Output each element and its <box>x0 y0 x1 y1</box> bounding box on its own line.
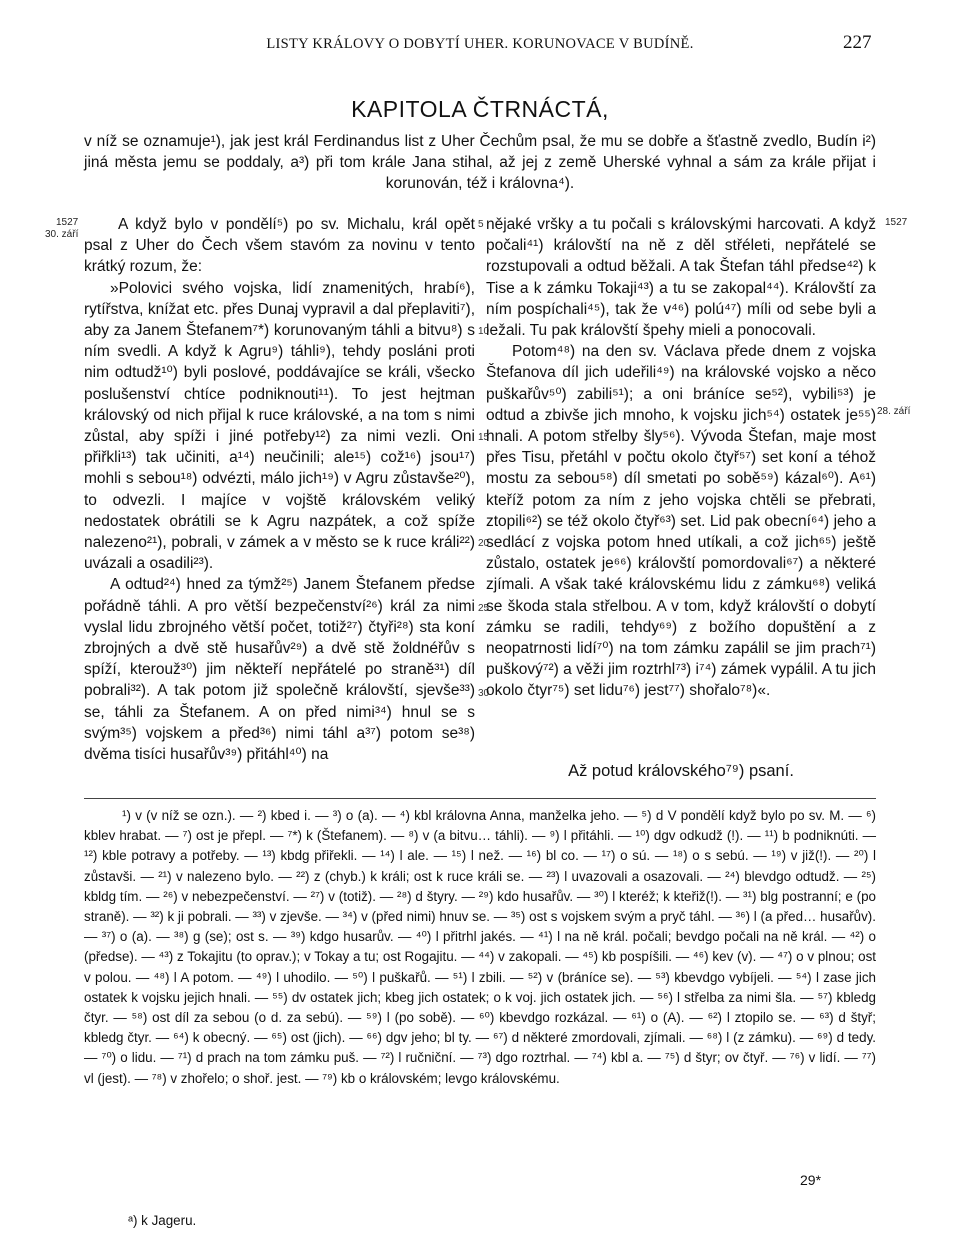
paragraph: Potom⁴⁸) na den sv. Václava přede dnem z vojska Štefanova díl jich udeřili⁴⁹) na královské vojsko a něco puškařův⁵⁰) zabili⁵¹); a oni bráníce se⁵²), vybili⁵³) je odtud a zbivše jich mnoho, k vojsku jich⁵⁴) ostatek je⁵⁵) hnali. A potom střelby šly⁵⁶). Vývoda Štefan, maje most přes Tisu, přetáhl v počtu okolo čtyř⁵⁷) set koní a téhož mostu za sebou⁵⁸) díl smetati po sobě⁵⁹) kázal⁶⁰). A⁶¹) kteříž potom za ním z jeho vojska chtěli se přebrati, ztopili⁶²) se též okolo čtyř⁶³) set. Lid pak obecní⁶⁴) jeho a sedlácí z vojska potom hned utíkali, a což jich⁶⁵) ještě zůstalo, ostatek je⁶⁶) královští pomordovali⁶⁷) a některé zjímali. A však také královskému lidu z zámku⁶⁸) veliká se škoda stala střelbou. A v tom, když královští o dobytí zámku se radili, tehdy⁶⁹) z božího dopuštění a z neopatrnosti lidí⁷⁰) na tom zámku zapálil se jim prach⁷¹) puškový⁷²) a věži jim roztrhl⁷³) i⁷⁴) zámek vypálil. A tu jich okolo čtyr⁷⁵) set lidu⁷⁶) jest⁷⁷) shořalo⁷⁸)«. <box>486 343 876 700</box>
paragraph: A odtud²⁴) hned za týmž²⁵) Janem Štefanem předse pořádně táhli. A pro větší bezpečenství²⁶) král za nimi vyslal lidu zbrojného větší počet, totiž²⁷) čtyři²⁸) sta koní zbrojných a dvě stě husařův²⁹) a dvě stě žoldnéřův s spíží, kterouž³⁰) jim někteří nepřátelé po straně³¹) díl pobrali³²). A tak potom již společně královští, sjevše³³) se, táhli za Štefanem. A on před nimi³⁴) hnul se s svým³⁵) vojskem a před³⁶) nimi táhl a³⁷) potom se³⁸) dvěma tisíci husařův³⁹) přitáhl⁴⁰) na <box>84 576 475 764</box>
paragraph: A když bylo v pondělí⁵) po sv. Michalu, král opět psal z Uher do Čech všem stavóm za novinu v tento krátký rozum, že: <box>84 216 475 276</box>
footnote-extra: ᵃ) k Jageru. <box>128 1213 197 1228</box>
margin-year-left: 1527 <box>56 217 79 228</box>
closing-line: Až potud královského⁷⁹) psaní. <box>568 762 794 780</box>
chapter-summary: v níž se oznamuje¹), jak jest král Ferdinandus list z Uher Čechům psal, že mu se dobře a šťastně zvedlo, Budín i²) jiná města jemu se poddaly, a³) při tom krále Jana stihal, až jej z země Uherské vyhnal a sám za krále přijat i korunován, též i královna⁴). <box>84 133 876 192</box>
running-head: LISTY KRÁLOVY O DOBYTÍ UHER. KORUNOVACE V BUDÍNĚ. <box>266 36 694 52</box>
right-column <box>486 214 876 702</box>
paragraph: nějaké vršky a tu počali s královskými harcovati. A když počali⁴¹) královští na ně z děl střéleti, nepřátelé se rozstupovali a odtud běžali. A tak Štefan táhl předse⁴²) k Tise a k zámku Tokaji⁴³) a tu se zakopal⁴⁴). Královští za ním pospíchali⁴⁵), tak že v⁴⁶) polú⁴⁷) míli od sebe byli a ležali. Tu pak královští špehy mieli a ponocovali. <box>486 216 876 340</box>
footnote-text: ¹) v (v níž se ozn.). — ²) kbed i. — ³) o (a). — ⁴) kbl královna Anna, manželka jeho. — ⁵) d V pondělí když bylo po sv. M. — ⁶) kblev hrabat. — ⁷) ost je přepl. — ⁷*) k (Štefanem). — ⁸) v (a bitvu… táhli). — ⁹) l přitáhli. — ¹⁰) dgv odkudž (!). — ¹¹) b podniknúti. — ¹²) kble potravy a potřeby. — ¹³) kbdg přiřekli. — ¹⁴) l ale. — ¹⁵) l než. — ¹⁶) bl co. — ¹⁷) o sú. — ¹⁸) o s sebú. — ¹⁹) v již(!). — ²⁰) l zůstavši. — ²¹) v nalezeno bylo. — ²²) z (chyb.) k králi; ost k ruce králi se. — ²³) l uvazovali a osazovali. — ²⁴) blevdgo odtudž. — ²⁵) kbldg tím. — ²⁶) v nebezpečenství. — ²⁷) v (totiž). — ²⁸) d štyry. — ²⁹) kdo husařův. — ³⁰) l kteréž; k kteřiž(!). — ³¹) blg postranní; e (po straně). — ³²) k ji pobrali. — ³³) v zjevše. — ³⁴) v (před nimi) hnuv se. — ³⁵) ost s vojskem svým a pryč táhl. — ³⁶) l (a před… husařův). — ³⁷) o (a). — ³⁸) g (se); ost s. — ³⁹) kdgo husarův. — ⁴⁰) l přitrhl jakés. — ⁴¹) l na ně král. počali; bevdgo počali na ně král. — ⁴²) o (předse). — ⁴³) z Tokajitu (to oprav.); v Tokay a tu; ost Rogajitu. — ⁴⁴) v zakopali. — ⁴⁵) kb pospíšili. — ⁴⁶) kev (v). — ⁴⁷) o v plnou; ost v polou. — ⁴⁸) l A potom. — ⁴⁹) l uhodilo. — ⁵⁰) l puškařů. — ⁵¹) l zbili. — ⁵²) v (bráníce se). — ⁵³) kbevdgo vybíjeli. — ⁵⁴) l zase jich ostatek k vojsku jejich hnali. — ⁵⁵) dv ostatek jich; kbeg jich ostatek; o k voj. jich ostatek jich. — ⁵⁶) l střelba za nimi šla. — ⁵⁷) kbledg čtyr. — ⁵⁸) ost díl za sebou (o d. za sebú). — ⁵⁹) l (po sobě). — ⁶⁰) kbevdgo rozkázal. — ⁶¹) o (A). — ⁶²) l ztopilo se. — ⁶³) d štyř; kbledg čtyr. — ⁶⁴) k obecný. — ⁶⁵) ost (jich). — ⁶⁶) dgv jeho; bl ty. — ⁶⁷) d některé zmordovali, zjímali. — ⁶⁸) l (z zámku). — ⁶⁹) d tedy. — ⁷⁰) o lidu. — ⁷¹) d prach na tom zámku puš. — ⁷²) l ručniční. — ⁷³) dgo roztrhal. — ⁷⁴) kbl a. — ⁷⁵) d štyr; ov čtyř. — ⁷⁶) v lidí. — ⁷⁷) vl (jest). — ⁷⁸) v zhořelo; o shoř. jest. — ⁷⁹) kb o královském; levgo královskému. <box>84 808 876 1086</box>
line-number: 30 <box>478 688 490 699</box>
margin-year-right: 1527 <box>885 217 908 228</box>
footnotes <box>84 806 876 1089</box>
paragraph: »Polovici svého vojska, lidí znamenitých, hrabí⁶), rytířstva, knížat etc. přes Dunaj vypravil a dal přeplaviti⁷), aby za Janem Štefanem⁷*) korunovaným táhli a bitvu⁸) s ním svedli. A když k Agru⁹) táhli⁹), tehdy posláni proti nim odtudž¹⁰) byli poslové, poddávajíce se králi, všecko poslušenství chtíce podniknouti¹¹). To jest hejtman královský od nich přijal k ruce královské, a na tom s nimi zůstal, aby spíži i jiné potřeby¹²) za nimi vezli. Oni přiřkli¹³) tak učiniti, a¹⁴) neučinili; ale¹⁵) což¹⁶) jsou¹⁷) mohli s sebou¹⁸) odvézti, málo jich¹⁹) v Agru zůstavše²⁰), to odvezli. I majíce v vojště královském veliký nedostatek obrátili se k Agru nazpátek, a což spíže nalezeno²¹), pobrali, v zámek a v město se k ruce králi²²) uvázali a osadili²³). <box>84 279 475 573</box>
footnote-divider <box>84 798 876 799</box>
line-number: 25 <box>478 603 490 614</box>
line-number: 20 <box>478 538 490 549</box>
margin-date-right: 28. září <box>877 406 911 417</box>
line-number: 15 <box>478 432 490 443</box>
margin-date-left: 30. září <box>45 229 79 240</box>
page-number: 227 <box>843 32 872 53</box>
line-number: 10 <box>478 326 490 337</box>
chapter-title: KAPITOLA ČTRNÁCTÁ, <box>351 96 609 122</box>
signature-mark: 29* <box>800 1172 822 1188</box>
line-number: 5 <box>478 219 484 230</box>
left-column <box>84 214 475 765</box>
